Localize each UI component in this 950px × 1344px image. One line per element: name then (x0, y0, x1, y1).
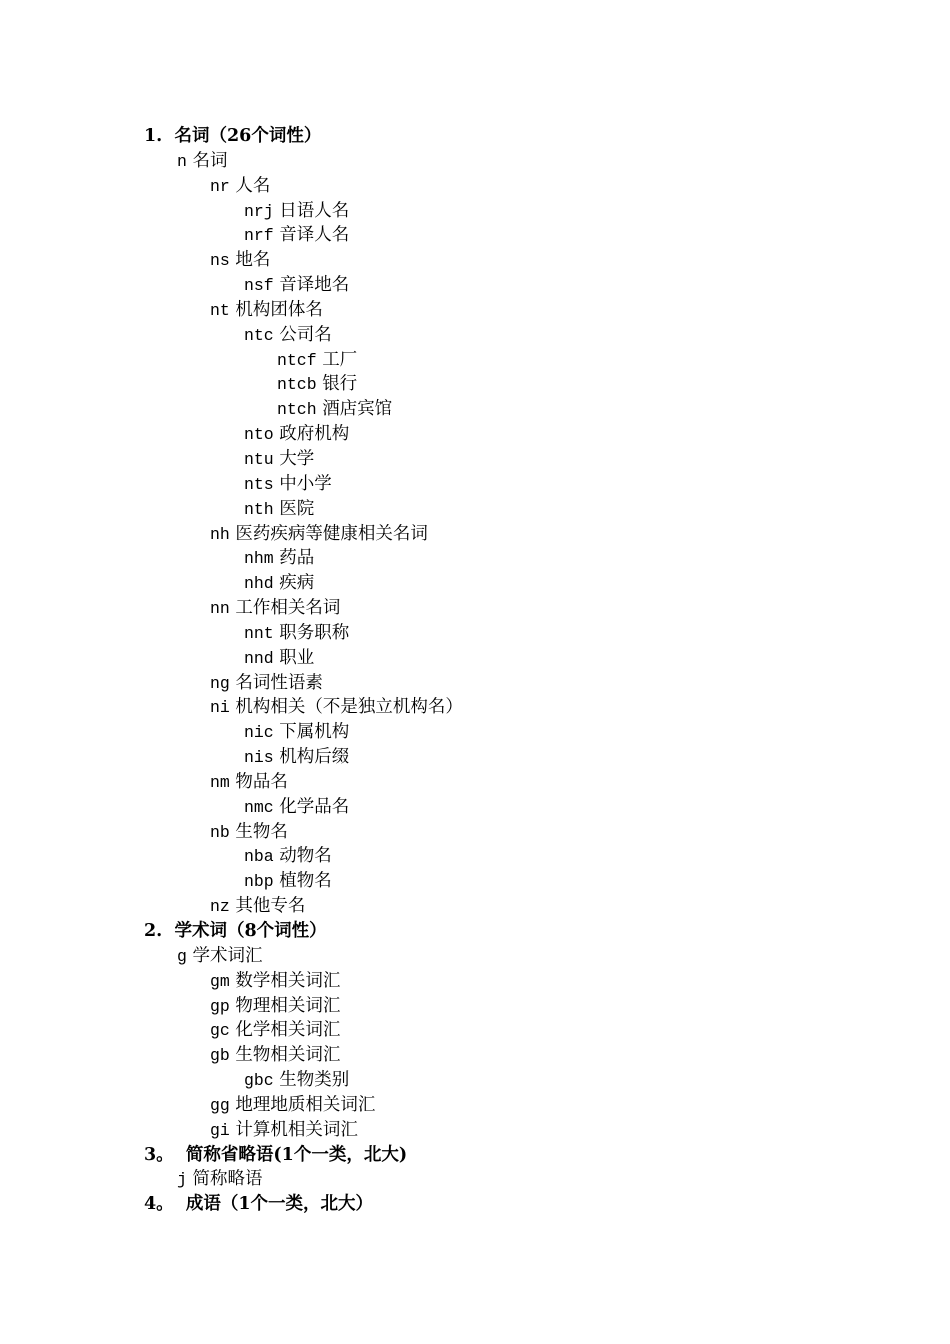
tag-code: gp (210, 996, 230, 1016)
tag-label: 动物名 (279, 846, 332, 867)
tag-label: 音译地名 (279, 275, 350, 296)
section-heading (0, 124, 950, 149)
tag-label: 生物名 (235, 821, 288, 842)
tag-entry (0, 646, 950, 671)
tag-code: ns (210, 251, 230, 271)
tag-label: 数学相关词汇 (235, 970, 341, 991)
tag-label: 机构相关（不是独立机构名） (235, 697, 463, 718)
tag-code: nnd (244, 648, 274, 668)
tag-label: 物理相关词汇 (235, 995, 341, 1016)
tag-label: 职务职称 (279, 622, 350, 643)
tag-code: ng (210, 673, 230, 693)
tag-code: nm (210, 772, 230, 792)
tag-code: gbc (244, 1071, 274, 1091)
tag-label: 机构后缀 (279, 747, 350, 768)
tag-code: nh (210, 524, 230, 544)
tag-code: nmc (244, 797, 274, 817)
tag-entry (0, 994, 950, 1019)
tag-entry (0, 149, 950, 174)
section-title: 成语（1个一类，北大） (185, 1194, 374, 1215)
tag-code: nba (244, 847, 274, 867)
tag-label: 名词 (192, 150, 228, 171)
section-title: 简称省略语(1个一类，北大) (185, 1144, 408, 1165)
tag-code: nis (244, 748, 274, 768)
tag-entry (0, 372, 950, 397)
tag-code: nt (210, 300, 230, 320)
section-number: 4。 (144, 1194, 174, 1215)
tag-label: 生物相关词汇 (235, 1045, 341, 1066)
tag-entry (0, 745, 950, 770)
tag-entry (0, 894, 950, 919)
tag-code: nhm (244, 549, 274, 569)
tag-label: 名词性语素 (235, 672, 323, 693)
tag-label: 药品 (279, 548, 315, 569)
tag-entry (0, 422, 950, 447)
tag-code: n (177, 151, 187, 171)
tag-label: 音译人名 (279, 225, 350, 246)
tag-code: ntcb (277, 375, 317, 395)
tag-code: nrf (244, 226, 274, 246)
tag-label: 银行 (322, 374, 358, 395)
section-heading (0, 1143, 950, 1168)
tag-entry (0, 397, 950, 422)
tag-label: 机构团体名 (235, 299, 323, 320)
tag-entry (0, 323, 950, 348)
tag-entry (0, 944, 950, 969)
section-number: 2. (144, 921, 163, 941)
tag-label: 学术词汇 (192, 945, 263, 966)
tag-label: 生物类别 (279, 1070, 350, 1091)
tag-label: 地理地质相关词汇 (235, 1094, 376, 1115)
tag-label: 其他专名 (235, 896, 306, 917)
tag-label: 地名 (235, 250, 271, 271)
tag-code: ni (210, 698, 230, 718)
tag-entry (0, 1043, 950, 1068)
tag-code: nic (244, 723, 274, 743)
tag-entry (0, 795, 950, 820)
tag-label: 政府机构 (279, 424, 350, 445)
tag-code: nbp (244, 872, 274, 892)
tag-entry (0, 720, 950, 745)
section-title: 学术词（8个词性） (174, 921, 327, 941)
tag-entry (0, 1118, 950, 1143)
tag-code: nr (210, 176, 230, 196)
tag-code: nto (244, 425, 274, 445)
section-number: 3。 (144, 1144, 174, 1165)
tag-code: ntc (244, 325, 274, 345)
section-heading (0, 919, 950, 944)
tag-label: 人名 (235, 175, 271, 196)
tag-entry (0, 298, 950, 323)
tag-code: gb (210, 1046, 230, 1066)
tag-code: ntch (277, 400, 317, 420)
tag-label: 职业 (279, 647, 315, 668)
tag-entry (0, 248, 950, 273)
tag-label: 酒店宾馆 (322, 399, 393, 420)
tag-code: ntcf (277, 350, 317, 370)
tag-code: nn (210, 599, 230, 619)
tag-label: 植物名 (279, 871, 332, 892)
tag-code: gi (210, 1120, 230, 1140)
tag-entry (0, 273, 950, 298)
tag-entry (0, 770, 950, 795)
tag-code: gc (210, 1021, 230, 1041)
tag-code: gg (210, 1095, 230, 1115)
tag-entry (0, 1093, 950, 1118)
tag-code: nb (210, 822, 230, 842)
tag-entry (0, 621, 950, 646)
tag-entry (0, 447, 950, 472)
document-outline (0, 124, 950, 1217)
tag-entry (0, 546, 950, 571)
tag-entry (0, 671, 950, 696)
tag-label: 日语人名 (279, 200, 350, 221)
tag-entry (0, 1018, 950, 1043)
tag-code: j (177, 1170, 187, 1190)
tag-label: 医药疾病等健康相关名词 (235, 523, 428, 544)
tag-label: 下属机构 (279, 722, 350, 743)
tag-entry (0, 844, 950, 869)
tag-label: 公司名 (279, 324, 332, 345)
tag-code: g (177, 946, 187, 966)
tag-code: nz (210, 897, 230, 917)
tag-code: nth (244, 499, 274, 519)
tag-code: nnt (244, 623, 274, 643)
tag-label: 中小学 (279, 473, 332, 494)
tag-code: gm (210, 971, 230, 991)
tag-entry (0, 596, 950, 621)
tag-entry (0, 497, 950, 522)
tag-entry (0, 695, 950, 720)
tag-entry (0, 1167, 950, 1192)
section-number: 1. (144, 126, 163, 146)
tag-entry (0, 199, 950, 224)
tag-label: 简称略语 (192, 1169, 263, 1190)
tag-code: nsf (244, 276, 274, 296)
tag-entry (0, 522, 950, 547)
tag-code: ntu (244, 449, 274, 469)
tag-entry (0, 820, 950, 845)
tag-code: nhd (244, 574, 274, 594)
section-title: 名词（26个词性） (174, 126, 322, 146)
tag-entry (0, 472, 950, 497)
tag-entry (0, 869, 950, 894)
tag-label: 计算机相关词汇 (235, 1119, 358, 1140)
section-heading (0, 1192, 950, 1217)
tag-label: 疾病 (279, 573, 315, 594)
tag-entry (0, 174, 950, 199)
tag-entry (0, 1068, 950, 1093)
tag-label: 工作相关名词 (235, 598, 341, 619)
tag-entry (0, 348, 950, 373)
tag-entry (0, 571, 950, 596)
tag-entry (0, 969, 950, 994)
tag-entry (0, 223, 950, 248)
tag-label: 工厂 (322, 349, 358, 370)
tag-code: nrj (244, 201, 274, 221)
tag-label: 大学 (279, 448, 315, 469)
tag-label: 医院 (279, 498, 315, 519)
tag-label: 化学品名 (279, 796, 350, 817)
tag-label: 物品名 (235, 771, 288, 792)
tag-code: nts (244, 474, 274, 494)
tag-label: 化学相关词汇 (235, 1020, 341, 1041)
